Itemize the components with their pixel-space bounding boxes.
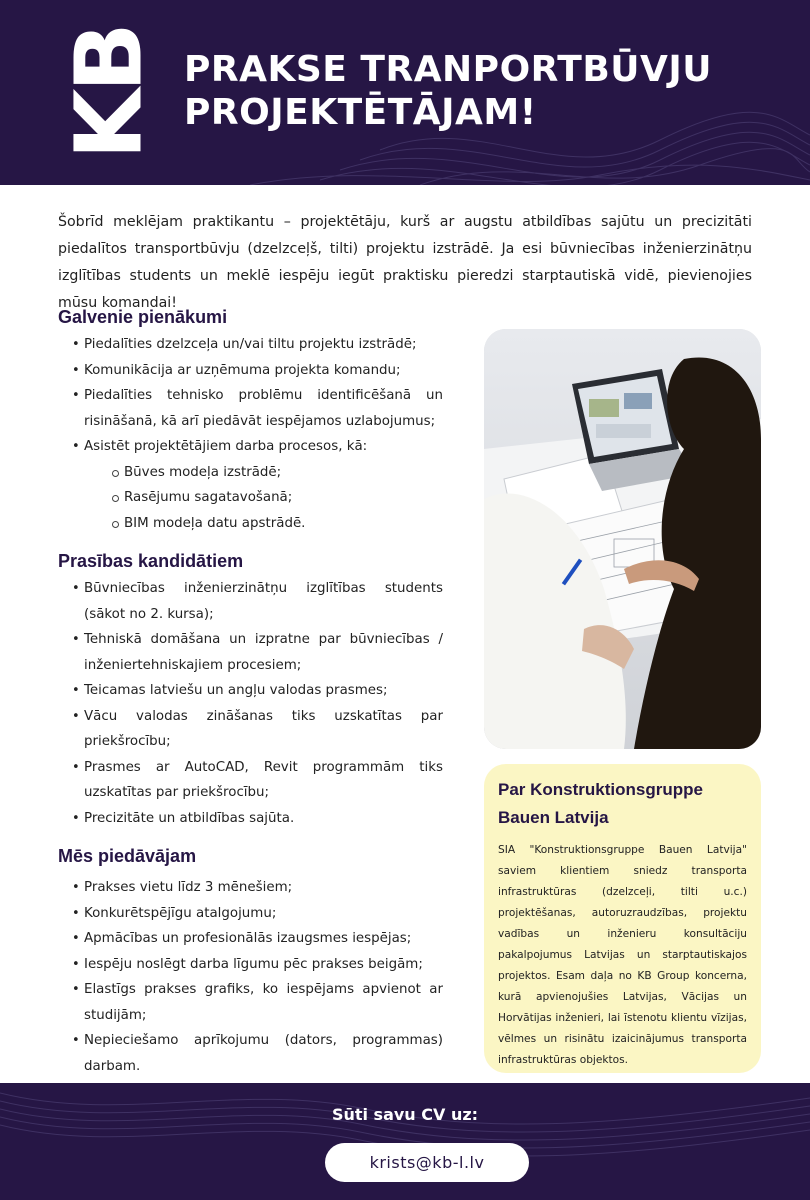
list-item: • Piedalīties tehnisko problēmu identificēšanā un risināšanā, kā arī piedāvāt iespējamos uzlabojumus; bbox=[58, 383, 443, 434]
office-photo bbox=[484, 329, 761, 749]
page-title: PRAKSE TRANPORTBŪVJU PROJEKTĒTĀJAM! bbox=[184, 49, 712, 133]
list-item: • Nepieciešamo aprīkojumu (dators, programmas) darbam. bbox=[58, 1028, 443, 1079]
about-text: SIA "Konstruktionsgruppe Bauen Latvija" saviem klientiem sniedz transporta infrastruktūras (dzelzceļi, tilti u.c.) projektēšanas, autoruzraudzības, projektu vadības un inženieru konsultāciju pakalpojumus Latvijas un starptautiskajos projektos. Esam daļa no KB Group koncerna, kurā apvienojušies Latvijas, Vācijas un Horvātijas inženieri, lai īstenotu klientu vīzijas, vēlmes un risinātu izaicinājumus transporta infrastruktūras objektos. bbox=[498, 844, 747, 1066]
offer-list bbox=[58, 875, 443, 1079]
logo-text: KB bbox=[56, 26, 164, 160]
office-photo-illustration bbox=[484, 329, 761, 749]
list-item: • Komunikācija ar uzņēmuma projekta komandu; bbox=[58, 358, 443, 384]
sublist-item: Rasējumu sagatavošanā; bbox=[84, 485, 443, 511]
list-item: • Prasmes ar AutoCAD, Revit programmām tiks uzskatītas par priekšrocību; bbox=[58, 755, 443, 806]
requirements-title: Prasības kandidātiem bbox=[58, 551, 244, 571]
responsibilities-list bbox=[58, 332, 443, 536]
about-title: Par Konstruktionsgruppe Bauen Latvija bbox=[498, 780, 703, 827]
list-item: • Prakses vietu līdz 3 mēnešiem; bbox=[58, 875, 443, 901]
left-column bbox=[58, 302, 443, 1089]
list-item: • Tehniskā domāšana un izpratne par būvniecības / inženiertehniskajiem procesiem; bbox=[58, 627, 443, 678]
requirements-list bbox=[58, 576, 443, 831]
sublist-item: Būves modeļa izstrādē; bbox=[84, 460, 443, 486]
list-item-text: Asistēt projektētājiem darba procesos, kā: bbox=[84, 439, 368, 454]
responsibilities-title: Galvenie pienākumi bbox=[58, 307, 228, 327]
list-item bbox=[58, 434, 443, 536]
intro-paragraph: Šobrīd meklējam praktikantu – projektētāju, kurš ar augstu atbildības sajūtu un precizitāti piedalītos transportbūvju (dzelzceļš, tilti) projektu izstrādē. Ja esi būvniecības inženierzinātņu izglītības students un meklē iespēju iegūt praktisku pieredzi starptautiskā vidē, pievienojies mūsu komandai! bbox=[58, 214, 752, 311]
offer-title: Mēs piedāvājam bbox=[58, 846, 197, 866]
footer-wave-decoration bbox=[0, 1083, 810, 1200]
kb-logo bbox=[56, 26, 164, 160]
list-item: • Konkurētspējīgu atalgojumu; bbox=[58, 901, 443, 927]
list-item: • Piedalīties dzelzceļa un/vai tiltu projektu izstrādē; bbox=[58, 332, 443, 358]
email-link[interactable]: krists@kb-l.lv bbox=[325, 1143, 529, 1182]
list-item: • Precizitāte un atbildības sajūta. bbox=[58, 806, 443, 832]
list-item: • Vācu valodas zināšanas tiks uzskatītas par priekšrocību; bbox=[58, 704, 443, 755]
list-item: • Iespēju noslēgt darba līgumu pēc prakses beigām; bbox=[58, 952, 443, 978]
header-banner bbox=[0, 0, 810, 185]
send-cv-label: Sūti savu CV uz: bbox=[331, 1105, 479, 1124]
list-item: • Elastīgs prakses grafiks, ko iespējams apvienot ar studijām; bbox=[58, 977, 443, 1028]
list-item: • Apmācības un profesionālās izaugsmes iespējas; bbox=[58, 926, 443, 952]
footer-banner bbox=[0, 1083, 810, 1200]
list-item: • Būvniecības inženierzinātņu izglītības students (sākot no 2. kursa); bbox=[58, 576, 443, 627]
sublist-item: BIM modeļa datu apstrādē. bbox=[84, 511, 443, 537]
list-item: • Teicamas latviešu un angļu valodas prasmes; bbox=[58, 678, 443, 704]
about-company-box bbox=[484, 764, 761, 1073]
responsibilities-sublist bbox=[84, 460, 443, 537]
